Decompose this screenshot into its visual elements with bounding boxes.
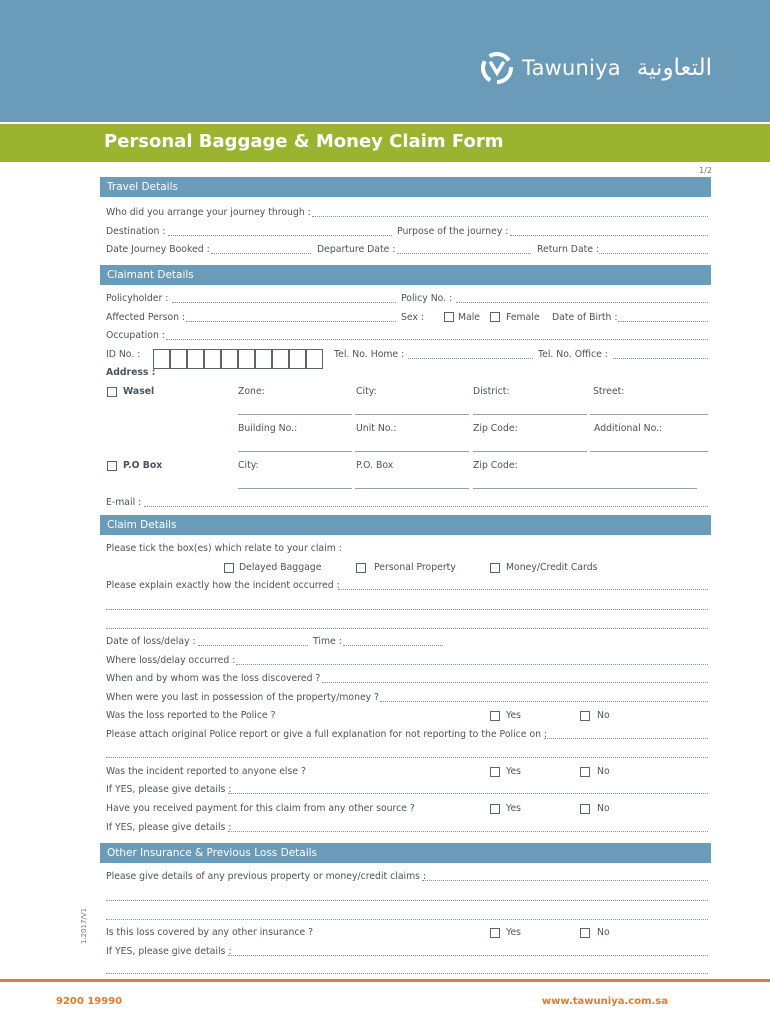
field-destination[interactable] <box>168 235 392 236</box>
checkbox-delayed-baggage[interactable] <box>224 563 234 573</box>
id-digit-box[interactable] <box>272 349 289 369</box>
field-policyholder[interactable] <box>172 302 396 303</box>
checkbox-female[interactable] <box>490 312 500 322</box>
field-occupation[interactable] <box>166 339 708 340</box>
field-explain-line-3[interactable] <box>106 628 708 629</box>
label-attach-report: Please attach original Police report or give a full explanation for not reporting to the Police on : <box>106 729 548 740</box>
field-if-yes-covered[interactable] <box>228 955 708 956</box>
field-email[interactable] <box>144 506 708 507</box>
label-previous-claims: Please give details of any previous property or money/credit claims : <box>106 871 427 882</box>
label-tel-home: Tel. No. Home : <box>334 349 405 360</box>
field-if-yes-reported[interactable] <box>228 793 708 794</box>
label-covered-other: Is this loss covered by any other insurance ? <box>106 927 314 938</box>
field-if-yes-covered-line-2[interactable] <box>106 973 708 974</box>
field-city[interactable] <box>355 414 469 415</box>
checkbox-reported-yes[interactable] <box>490 767 500 777</box>
label-if-yes-payment: If YES, please give details : <box>106 822 232 833</box>
id-digit-box[interactable] <box>306 349 323 369</box>
label-time: Time : <box>313 636 342 647</box>
field-previous-claims-line-3[interactable] <box>106 919 708 920</box>
section-travel-details: Travel Details <box>100 177 711 197</box>
field-explain[interactable] <box>338 589 708 590</box>
id-digit-box[interactable] <box>204 349 221 369</box>
label-wasel: Wasel <box>123 386 155 397</box>
field-purpose[interactable] <box>510 235 708 236</box>
field-po-box[interactable] <box>355 488 469 489</box>
label-destination: Destination : <box>106 226 166 237</box>
form-version-code: 1.2017/V1 <box>80 907 88 944</box>
id-digit-box[interactable] <box>170 349 187 369</box>
field-date-of-loss[interactable] <box>198 645 308 646</box>
checkbox-money-cards[interactable] <box>490 563 500 573</box>
label-covered-yes: Yes <box>506 927 522 938</box>
label-reported-yes: Yes <box>506 766 522 777</box>
label-reported-no: No <box>597 766 610 777</box>
label-policy-no: Policy No. : <box>401 293 453 304</box>
footer-website[interactable]: www.tawuniya.com.sa <box>541 996 668 1007</box>
label-additional-no: Additional No.: <box>594 423 663 434</box>
field-attach-report[interactable] <box>544 738 708 739</box>
label-occupation: Occupation : <box>106 330 165 341</box>
id-digit-box[interactable] <box>221 349 238 369</box>
field-district[interactable] <box>473 414 587 415</box>
checkbox-covered-no[interactable] <box>580 928 590 938</box>
label-affected-person: Affected Person : <box>106 312 186 323</box>
label-unit-no: Unit No.: <box>356 423 397 434</box>
footer-rule <box>0 979 770 982</box>
label-po-city: City: <box>238 460 259 471</box>
brand-name: Tawuniya <box>522 56 621 80</box>
label-where-loss: Where loss/delay occurred : <box>106 655 236 666</box>
id-digit-box[interactable] <box>289 349 306 369</box>
label-date-booked: Date Journey Booked : <box>106 244 210 255</box>
label-money-cards: Money/Credit Cards <box>506 562 598 573</box>
field-attach-report-line-2[interactable] <box>106 757 708 758</box>
label-sex: Sex : <box>401 312 425 323</box>
id-digit-box[interactable] <box>238 349 255 369</box>
id-digit-box[interactable] <box>153 349 170 369</box>
field-policy-no[interactable] <box>456 302 708 303</box>
field-zip-code[interactable] <box>473 451 587 452</box>
field-date-of-birth[interactable] <box>618 321 708 322</box>
label-payment-no: No <box>597 803 610 814</box>
label-explain: Please explain exactly how the incident occurred : <box>106 580 340 591</box>
field-date-booked[interactable] <box>211 253 311 254</box>
field-explain-line-2[interactable] <box>106 609 708 610</box>
checkbox-po-box[interactable] <box>107 461 117 471</box>
id-number-boxes[interactable] <box>153 349 323 369</box>
brand-name-arabic: التعاونية <box>636 55 712 81</box>
checkbox-wasel[interactable] <box>107 387 117 397</box>
label-covered-no: No <box>597 927 610 938</box>
field-time[interactable] <box>343 645 443 646</box>
field-street[interactable] <box>590 414 708 415</box>
label-district: District: <box>473 386 510 397</box>
label-if-yes-covered: If YES, please give details : <box>106 946 232 957</box>
label-payment-yes: Yes <box>506 803 522 814</box>
section-claimant-details: Claimant Details <box>100 265 711 285</box>
checkbox-police-no[interactable] <box>580 711 590 721</box>
label-street: Street: <box>593 386 625 397</box>
tawuniya-logo-icon <box>480 51 514 85</box>
field-if-yes-payment[interactable] <box>228 831 708 832</box>
checkbox-police-yes[interactable] <box>490 711 500 721</box>
field-where-loss[interactable] <box>236 664 708 665</box>
section-other-insurance: Other Insurance & Previous Loss Details <box>100 843 711 863</box>
form-title: Personal Baggage & Money Claim Form <box>104 131 504 152</box>
page-number: 1/2 <box>699 166 712 175</box>
checkbox-payment-no[interactable] <box>580 804 590 814</box>
checkbox-reported-no[interactable] <box>580 767 590 777</box>
label-po-box-option: P.O Box <box>123 460 163 471</box>
checkbox-covered-yes[interactable] <box>490 928 500 938</box>
label-zip-code: Zip Code: <box>473 423 518 434</box>
field-previous-claims[interactable] <box>422 880 708 881</box>
label-zone: Zone: <box>238 386 265 397</box>
label-date-of-birth: Date of Birth : <box>552 312 618 323</box>
label-reported-police: Was the loss reported to the Police ? <box>106 710 276 721</box>
brand-logo <box>480 48 712 88</box>
label-arranged-by: Who did you arrange your journey through : <box>106 207 311 218</box>
field-when-discovered[interactable] <box>322 682 708 683</box>
label-police-no: No <box>597 710 610 721</box>
label-female: Female <box>506 312 540 323</box>
field-previous-claims-line-2[interactable] <box>106 900 708 901</box>
label-departure-date: Departure Date : <box>317 244 396 255</box>
label-po-zip: Zip Code: <box>473 460 518 471</box>
label-delayed-baggage: Delayed Baggage <box>239 562 322 573</box>
id-digit-box[interactable] <box>255 349 272 369</box>
label-tick-prompt: Please tick the box(es) which relate to your claim : <box>106 543 342 554</box>
label-building-no: Building No.: <box>238 423 298 434</box>
label-purpose: Purpose of the journey : <box>397 226 509 237</box>
label-po-box: P.O. Box <box>356 460 394 471</box>
label-city: City: <box>356 386 377 397</box>
field-affected-person[interactable] <box>186 321 396 322</box>
checkbox-personal-property[interactable] <box>356 563 366 573</box>
field-departure-date[interactable] <box>397 253 531 254</box>
checkbox-payment-yes[interactable] <box>490 804 500 814</box>
field-arranged-by[interactable] <box>312 216 708 217</box>
label-email: E-mail : <box>106 497 142 508</box>
field-building-no[interactable] <box>238 451 352 452</box>
id-digit-box[interactable] <box>187 349 204 369</box>
label-reported-anyone: Was the incident reported to anyone else ? <box>106 766 306 777</box>
field-zone[interactable] <box>238 414 352 415</box>
label-date-of-loss: Date of loss/delay : <box>106 636 196 647</box>
checkbox-male[interactable] <box>444 312 454 322</box>
label-return-date: Return Date : <box>537 244 600 255</box>
label-policyholder: Policyholder : <box>106 293 169 304</box>
footer-phone: 9200 19990 <box>56 996 123 1007</box>
field-po-city[interactable] <box>238 488 352 489</box>
label-when-discovered: When and by whom was the loss discovered ? <box>106 673 321 684</box>
label-tel-office: Tel. No. Office : <box>538 349 608 360</box>
label-police-yes: Yes <box>506 710 522 721</box>
field-unit-no[interactable] <box>355 451 469 452</box>
label-personal-property: Personal Property <box>374 562 456 573</box>
label-id-no: ID No. : <box>106 349 141 360</box>
label-male: Male <box>458 312 481 323</box>
label-last-possession: When were you last in possession of the property/money ? <box>106 692 380 703</box>
field-tel-office[interactable] <box>613 358 708 359</box>
field-last-possession[interactable] <box>380 701 708 702</box>
field-tel-home[interactable] <box>408 358 533 359</box>
field-additional-no[interactable] <box>590 451 708 452</box>
label-received-payment: Have you received payment for this claim from any other source ? <box>106 803 415 814</box>
label-if-yes-reported: If YES, please give details : <box>106 784 232 795</box>
field-po-zip[interactable] <box>473 488 697 489</box>
field-return-date[interactable] <box>599 253 708 254</box>
label-address: Address : <box>106 367 156 378</box>
section-claim-details: Claim Details <box>100 515 711 535</box>
